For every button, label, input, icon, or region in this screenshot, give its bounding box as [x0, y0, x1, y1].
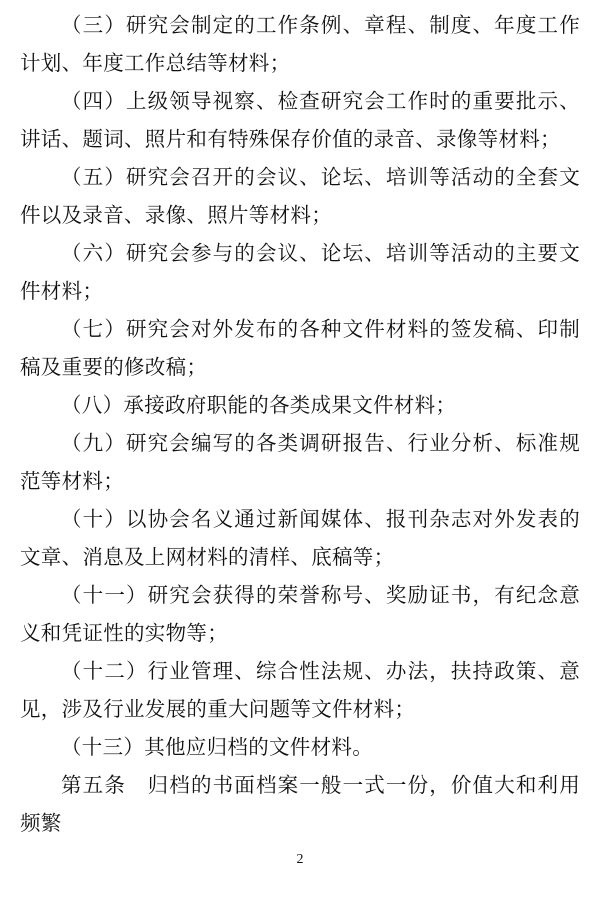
- paragraph-item-10: （十）以协会名义通过新闻媒体、报刊杂志对外发表的文章、消息及上网材料的清样、底稿等；: [20, 507, 580, 569]
- paragraph-item-6: （六）研究会参与的会议、论坛、培训等活动的主要文件材料；: [20, 241, 580, 303]
- paragraph-item-7: （七）研究会对外发布的各种文件材料的签发稿、印制稿及重要的修改稿；: [20, 317, 580, 379]
- paragraph-item-4: （四）上级领导视察、检查研究会工作时的重要批示、讲话、题词、照片和有特殊保存价值的录音、录像等材料；: [20, 89, 580, 151]
- paragraph-item-5: （五）研究会召开的会议、论坛、培训等活动的全套文件以及录音、录像、照片等材料；: [20, 165, 580, 227]
- paragraph-item-9: （九）研究会编写的各类调研报告、行业分析、标准规范等材料；: [20, 431, 580, 493]
- paragraph-item-13: （十三）其他应归档的文件材料。: [61, 735, 373, 759]
- document-body: [20, 6, 580, 842]
- paragraph-item-8: （八）承接政府职能的各类成果文件材料；: [61, 393, 457, 417]
- paragraph-item-12: （十二）行业管理、综合性法规、办法，扶持政策、意见，涉及行业发展的重大问题等文件材料；: [20, 659, 580, 721]
- paragraph-item-11: （十一）研究会获得的荣誉称号、奖励证书，有纪念意义和凭证性的实物等；: [20, 583, 580, 645]
- article-5-paragraph: 第五条 归档的书面档案一般一式一份，价值大和利用频繁: [20, 773, 580, 835]
- page-number: 2: [296, 852, 304, 867]
- paragraph-item-3: （三）研究会制定的工作条例、章程、制度、年度工作计划、年度工作总结等材料；: [20, 13, 580, 75]
